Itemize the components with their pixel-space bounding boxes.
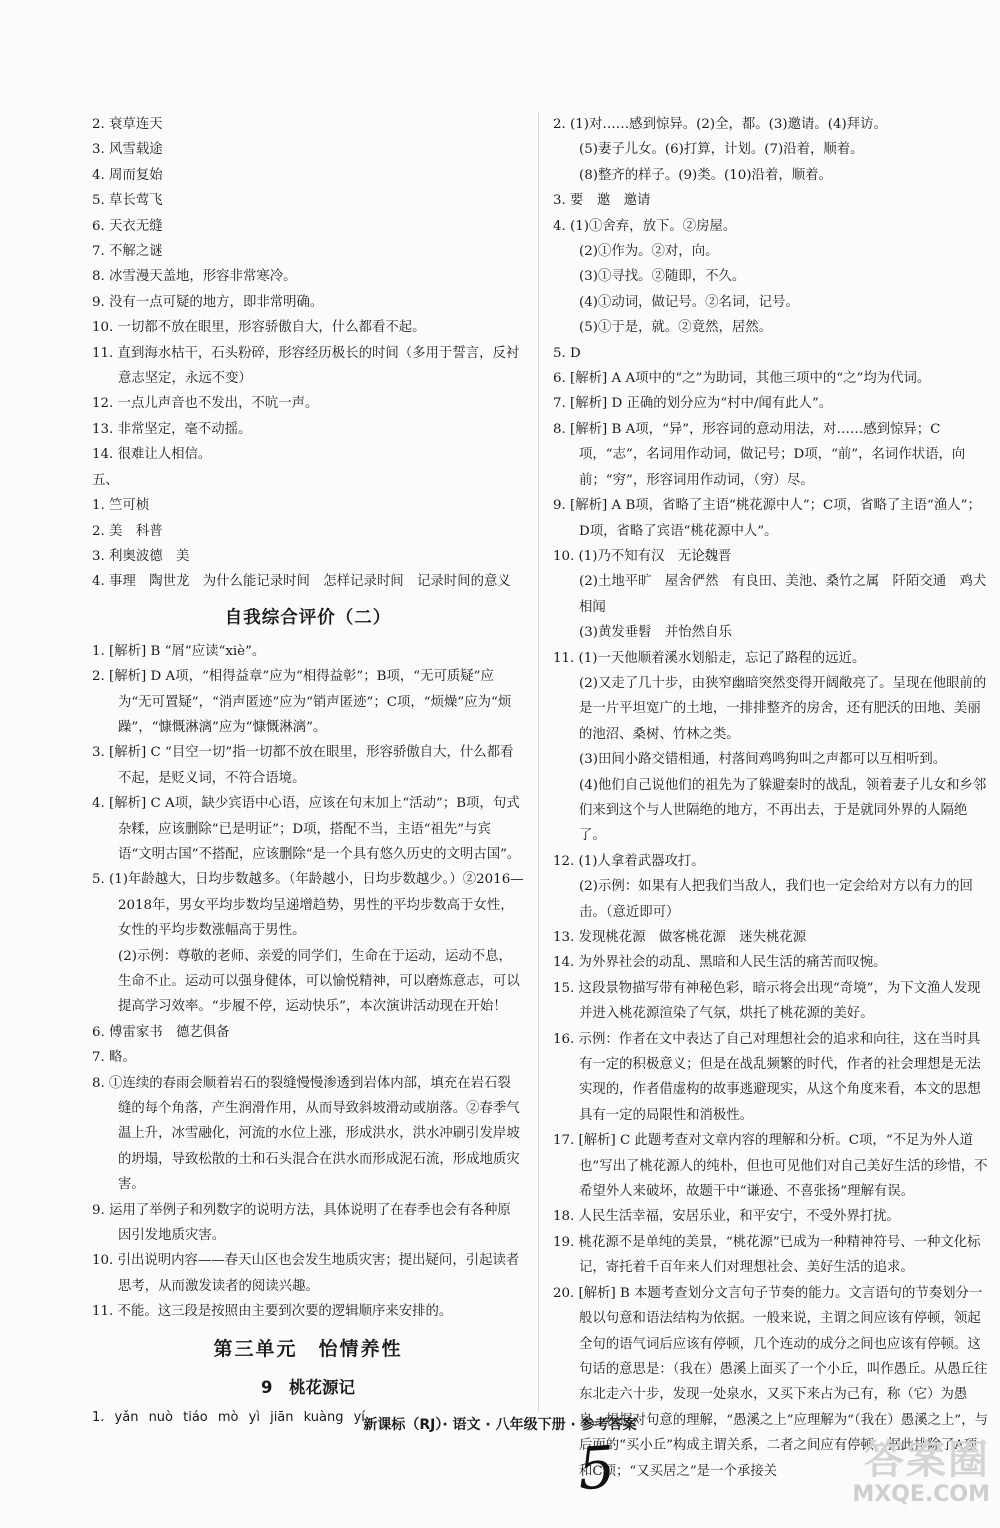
answer-item: 8. ①连续的春雨会顺着岩石的裂缝慢慢渗透到岩体内部，填充在岩石裂缝的每个角落，产生润滑作用，从而导致斜坡滑动或崩落。②春季气温上升，冰雪融化，河流的水位上涨，形成洪水，洪水冲刷引发岸坡的坍塌，导致松散的土和石头混合在洪水而形成泥石流，形成地质灾害。: [92, 1075, 520, 1193]
answer-item: (4)①动词，做记号。②名词，记号。: [579, 294, 799, 310]
answer-item: 18. 人民生活幸福，安居乐业，和平安宁，不受外界打扰。: [553, 1209, 900, 1225]
answer-item: 4. 事理 陶世龙 为什么能记录时间 怎样记录时间 记录时间的意义: [92, 574, 511, 590]
answer-item: 5. 草长莺飞: [92, 193, 163, 209]
answer-item: 14. 很难让人相信。: [92, 447, 212, 463]
answer-item: (2)又走了几十步，由狭窄幽暗突然变得开阔敞亮了。呈现在他眼前的是一片平坦宽广的土地，一排排整齐的房舍，还有肥沃的田地、美丽的池沼、桑树、竹林之类。: [579, 675, 987, 742]
answer-item: 19. 桃花源不是单纯的美景，“桃花源”已成为一种精神符号、一种文化标记，寄托着千百年来人们对理想社会、美好生活的追求。: [553, 1234, 981, 1276]
section-five-list: [92, 493, 524, 595]
answer-item: (5)①于是，就。②竟然，居然。: [579, 320, 773, 336]
watermark-en: MXQE.COM: [852, 1482, 990, 1507]
answer-item: 11. (1)一天他顺着溪水划船走，忘记了路程的远近。: [553, 650, 866, 666]
answer-item: 4. (1)①舍弃，放下。②房屋。: [553, 218, 737, 234]
eval-title: 自我综合评价（二）: [224, 607, 392, 628]
watermark-cn: 答案圈: [864, 1437, 990, 1483]
answer-item: 7. [解析] D 正确的划分应为“村中/闻有此人”。: [553, 396, 833, 412]
answer-item: (3)黄发垂髫 并怡然自乐: [579, 625, 732, 641]
answer-item: 10. 一切都不放在眼里，形容骄傲自大，什么都看不起。: [92, 320, 426, 336]
left-top-list: [92, 112, 524, 468]
answer-item: 3. 要 邀 邀请: [553, 193, 651, 209]
answer-item: (4)他们自己说他们的祖先为了躲避秦时的战乱，领着妻子儿女和乡邻们来到这个与人世隔绝的地方，不再出去，于是就同外界的人隔绝了。: [579, 777, 987, 844]
column-divider: [538, 112, 539, 1412]
answer-item: 2. [解析] D A项，“相得益章”应为“相得益彰”；B项，“无可质疑”应为“无可置疑”，“消声匿迹”应为“销声匿迹”；C项，“烦燥”应为“烦躁”，“慷慨淋漓”应为“慷慨淋漓”。: [92, 669, 512, 735]
answer-item: 13. 非常坚定，毫不动摇。: [92, 421, 252, 437]
answer-item: 6. 傅雷家书 德艺俱备: [92, 1024, 230, 1040]
answer-item: 9. 没有一点可疑的地方，即非常明确。: [92, 294, 324, 310]
answer-item: 17. [解析] C 此题考查对文章内容的理解和分析。C项，“不足为外人道也”写出了桃花源人的纯朴，但也可见他们对自己美好生活的珍惜，不希望外人来破坏，故题干中“谦逊、不喜张扬”理解有误。: [553, 1133, 988, 1200]
answer-item: 5. D: [553, 345, 581, 361]
answer-item: 1. 竺可桢: [92, 498, 150, 514]
answer-item: 12. (1)人拿着武器攻打。: [553, 853, 705, 869]
answer-item: 7. 不解之谜: [92, 244, 163, 260]
answer-item: (2)示例：如果有人把我们当敌人，我们也一定会给对方以有力的回击。（意近即可）: [579, 879, 973, 920]
answer-item: 3. [解析] C “目空一切”指一切都不放在眼里，形容骄傲自大，什么都看不起，是贬义词，不符合语境。: [92, 745, 514, 786]
answer-item: 12. 一点儿声音也不发出，不吭一声。: [92, 396, 319, 412]
answer-item: 2. (1)对……感到惊异。(2)全，都。(3)邀请。(4)拜访。: [553, 117, 887, 132]
answer-item: 11. 不能。这三段是按照由主要到次要的逻辑顺序来安排的。: [92, 1304, 453, 1320]
answer-item: (2)示例：尊敬的老师、亲爱的同学们，生命在于运动，运动不息，生命不止。运动可以强身健体，可以愉悦精神，可以磨炼意志，可以提高学习效率。“步履不停，运动快乐”，本次演讲活动现在开始！: [118, 948, 520, 1015]
answer-item: 3. 利奥波德 美: [92, 548, 190, 564]
section-five-label: 五、: [92, 472, 119, 488]
answer-item: 11. 直到海水枯干，石头粉碎，形容经历极长的时间（多用于誓言，反衬意志坚定，永远不变）: [92, 345, 520, 387]
answer-item: 5. (1)年龄越大，日均步数越多。（年龄越小，日均步数越少。）②2016—2018年，男女平均步数均呈递增趋势，男性的平均步数高于女性，女性的平均步数涨幅高于男性。: [92, 872, 524, 939]
handwritten-page-number: 5: [575, 1432, 618, 1504]
lesson-title: 9 桃花源记: [261, 1377, 355, 1397]
answer-item: 13. 发现桃花源 做客桃花源 迷失桃花源: [553, 930, 807, 945]
answer-item: 8. [解析] B A项，“异”，形容词的意动用法，对……感到惊异；C项，“志”，名词用作动词，做记号；D项，“前”，名词作状语，向前；“穷”，形容词用作动词，（穷）尽。: [553, 421, 966, 488]
answer-item: 2. 衰草连天: [92, 117, 163, 132]
answer-item: 6. 天衣无缝: [92, 218, 163, 234]
unit-title: 第三单元 怡情养性: [213, 1337, 403, 1360]
answer-item: (3)①寻找。②随即，不久。: [579, 269, 746, 285]
answer-item: (3)田间小路交错相通，村落间鸡鸣狗叫之声都可以互相听到。: [579, 752, 947, 768]
answer-item: 16. 示例：作者在文中表达了自己对理想社会的追求和向往，这在当时具有一定的积极意义；但是在战乱频繁的时代，作者的社会理想是无法实现的，作者借虚构的故事逃避现实，从这个角度来看，本文的思想具有一定的局限性和消极性。: [553, 1031, 981, 1123]
answer-item: 7. 略。: [92, 1050, 136, 1066]
answer-item: 6. [解析] A A项中的“之”为助词，其他三项中的“之”均为代词。: [553, 371, 931, 387]
answer-item: 15. 这段景物描写带有神秘色彩，暗示将会出现“奇境”，为下文渔人发现并进入桃花源渲染了气氛，烘托了桃花源的美好。: [553, 980, 981, 1022]
answer-item: 3. 风雪载途: [92, 142, 163, 158]
watermark-logo: [820, 1438, 990, 1520]
answer-item: 9. 运用了举例子和列数字的说明方法，具体说明了在春季也会有各种原因引发地质灾害。: [92, 1202, 511, 1244]
eval-list: [92, 639, 524, 1325]
answer-item: (5)妻子儿女。(6)打算，计划。(7)沿着，顺着。: [579, 142, 864, 158]
answer-item: 10. (1)乃不知有汉 无论魏晋: [553, 548, 732, 564]
answer-item: 20. [解析] B 本题考查划分文言句子节奏的能力。文言语句的节奏划分一般以句意和语法结构为依据。一般来说，主谓之间应该有停顿，领起全句的语气词后应该有停顿，几个连动的成分之间也应该有停顿。这句话的意思是：（我在）愚溪上面买了一个小丘，叫作愚丘。从愚丘往东北走六十步，发现一处泉水，又买下来占为己有，称（它）为愚泉。根据对句意的理解，“愚溪之上”应理解为“（我在）愚溪之上”，与后面的“买小丘”构成主谓关系，二者之间应有停顿，据此排除了A项和C项；“又买居之”是一个承接关: [553, 1285, 989, 1479]
answer-item: 4. [解析] C A项，缺少宾语中心语，应该在句末加上“活动”；B项，句式杂糅，应该删除“已是明证”；D项，搭配不当，主语“祖先”与宾语“文明古国”不搭配，应该删除“是一个具有悠久历史的文明古国”。: [92, 796, 521, 862]
answer-item: 8. 冰雪漫天盖地，形容非常寒冷。: [92, 269, 297, 285]
page-footer: 新课标（RJ）· 语文 · 八年级下册 · 参考答案: [363, 1417, 637, 1433]
right-column: [553, 112, 989, 1484]
answer-item: (2)土地平旷 屋舍俨然 有良田、美池、桑竹之属 阡陌交通 鸡犬相闻: [579, 574, 987, 615]
answer-item: 2. 美 科普: [92, 523, 163, 539]
answer-item: 10. 引出说明内容——春天山区也会发生地质灾害；提出疑问，引起读者思考，从而激发读者的阅读兴趣。: [92, 1253, 520, 1294]
answer-item: 14. 为外界社会的动乱、黑暗和人民生活的痛苦而叹惋。: [553, 955, 887, 971]
left-column: [92, 112, 524, 1430]
answer-item: (8)整齐的样子。(9)类。(10)沿着，顺着。: [579, 167, 832, 183]
answer-item: 1. [解析] B “屑”应读“xiè”。: [92, 643, 266, 659]
answer-item: 4. 周而复始: [92, 167, 163, 183]
pinyin-answer: 1. yǎn nuò tiáo mò yì jiān kuàng yí: [92, 1409, 365, 1425]
answer-item: (2)①作为。②对，向。: [579, 244, 719, 260]
answer-item: 9. [解析] A B项，省略了主语“桃花源中人”；C项，省略了主语“渔人”；D项，省略了宾语“桃花源中人”。: [553, 498, 981, 539]
